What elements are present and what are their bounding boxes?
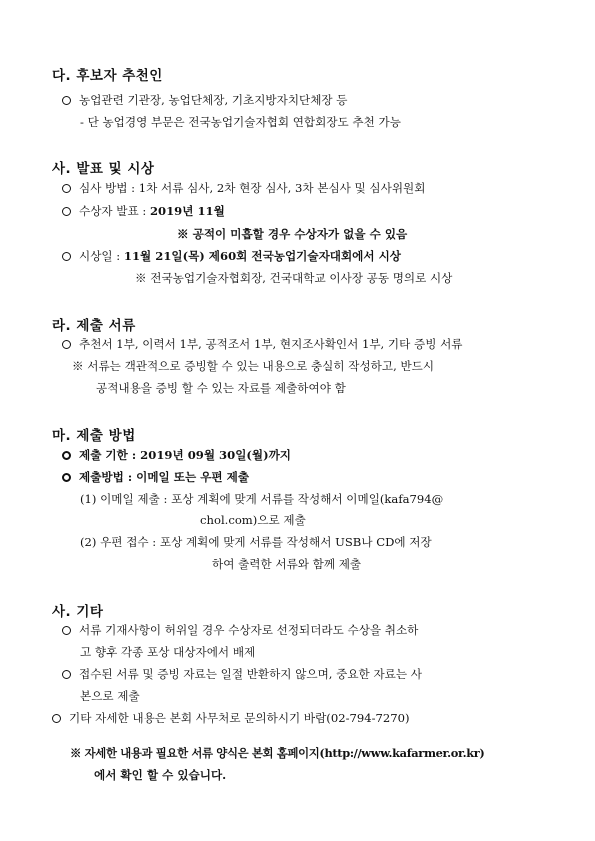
section-heading-nominator: 다. 후보자 추천인 xyxy=(52,68,163,84)
list-item-text: 농업관련 기관장, 농업단체장, 기초지방자치단체장 등 xyxy=(79,93,348,107)
list-item-text: 서류 기재사항이 허위일 경우 수상자로 선정되더라도 수상을 취소하 xyxy=(79,623,419,637)
circle-bullet-icon xyxy=(62,340,71,349)
list-item-label: 시상일 : xyxy=(79,249,124,263)
list-item xyxy=(62,622,418,638)
circle-bullet-icon xyxy=(62,184,71,193)
list-item-text: 접수된 서류 및 증빙 자료는 일절 반환하지 않으며, 중요한 자료는 사 xyxy=(79,667,422,681)
note-text: ※ 전국농업기술자협회장, 건국대학교 이사장 공동 명의로 시상 xyxy=(135,271,453,285)
list-item-value: 2019년 11월 xyxy=(149,204,225,218)
list-item xyxy=(62,666,422,682)
list-item-text: 심사 방법 : 1차 서류 심사, 2차 현장 심사, 3차 본심사 및 심사위원회 xyxy=(79,181,426,195)
circle-bullet-icon xyxy=(62,96,71,105)
circle-bullet-icon xyxy=(62,252,71,261)
circle-bullet-icon xyxy=(62,207,71,216)
list-item-continued: 본으로 제출 xyxy=(80,689,140,703)
note-text: ※ 공적이 미흡할 경우 수상자가 없을 수 있음 xyxy=(177,227,408,241)
list-item xyxy=(62,469,249,485)
sub-item: (1) 이메일 제출 : 포상 계획에 맞게 서류를 작성해서 이메일(kafa794@ xyxy=(80,492,444,506)
list-item-text: 제출방법 : 이메일 또는 우편 제출 xyxy=(79,470,250,484)
list-item xyxy=(62,203,225,219)
footer-notice: ※ 자세한 내용과 필요한 서류 양식은 본회 홈페이지(http://www.kafarmer.or.kr) xyxy=(70,746,485,760)
section-heading-submission: 마. 제출 방법 xyxy=(52,428,136,444)
note-text-continued: 공적내용을 증빙 할 수 있는 자료를 제출하여야 함 xyxy=(96,381,346,395)
circle-bullet-icon xyxy=(62,626,71,635)
sub-item-continued: 하여 출력한 서류와 함께 제출 xyxy=(212,557,362,571)
list-item-text: 제출 기한 : 2019년 09월 30일(월)까지 xyxy=(79,448,291,462)
list-item xyxy=(62,248,401,264)
list-item-value: 11월 21일(목) 제60회 전국농업기술자대회에서 시상 xyxy=(123,249,402,263)
list-item xyxy=(52,710,410,726)
list-item-text: 추천서 1부, 이력서 1부, 공적조서 1부, 현지조사확인서 1부, 기타 증빙 서류 xyxy=(79,337,463,351)
section-heading-documents: 라. 제출 서류 xyxy=(52,318,136,334)
sub-item: (2) 우편 접수 : 포상 계획에 맞게 서류를 작성해서 USB나 CD에 저장 xyxy=(80,535,432,549)
list-item-text: 기타 자세한 내용은 본회 사무처로 문의하시기 바람(02-794-7270) xyxy=(69,711,410,725)
circle-bullet-icon xyxy=(62,670,71,679)
section-heading-announcement: 사. 발표 및 시상 xyxy=(52,161,155,177)
note-text: ※ 서류는 객관적으로 증빙할 수 있는 내용으로 충실히 작성하고, 반드시 xyxy=(72,359,435,373)
list-item-continued: 고 향후 각종 포상 대상자에서 배제 xyxy=(80,645,256,659)
circle-bullet-icon xyxy=(62,473,71,482)
circle-bullet-icon xyxy=(62,451,71,460)
sub-item: - 단 농업경영 부문은 전국농업기술자협회 연합회장도 추천 가능 xyxy=(80,115,401,129)
list-item xyxy=(62,447,291,463)
section-heading-other: 사. 기타 xyxy=(52,604,104,620)
footer-notice-continued: 에서 확인 할 수 있습니다. xyxy=(94,768,227,782)
circle-bullet-icon xyxy=(52,714,61,723)
list-item-label: 수상자 발표 : xyxy=(79,204,150,218)
sub-item-continued: chol.com)으로 제출 xyxy=(200,513,306,527)
list-item xyxy=(62,180,425,196)
list-item xyxy=(62,92,348,108)
list-item xyxy=(62,336,463,352)
